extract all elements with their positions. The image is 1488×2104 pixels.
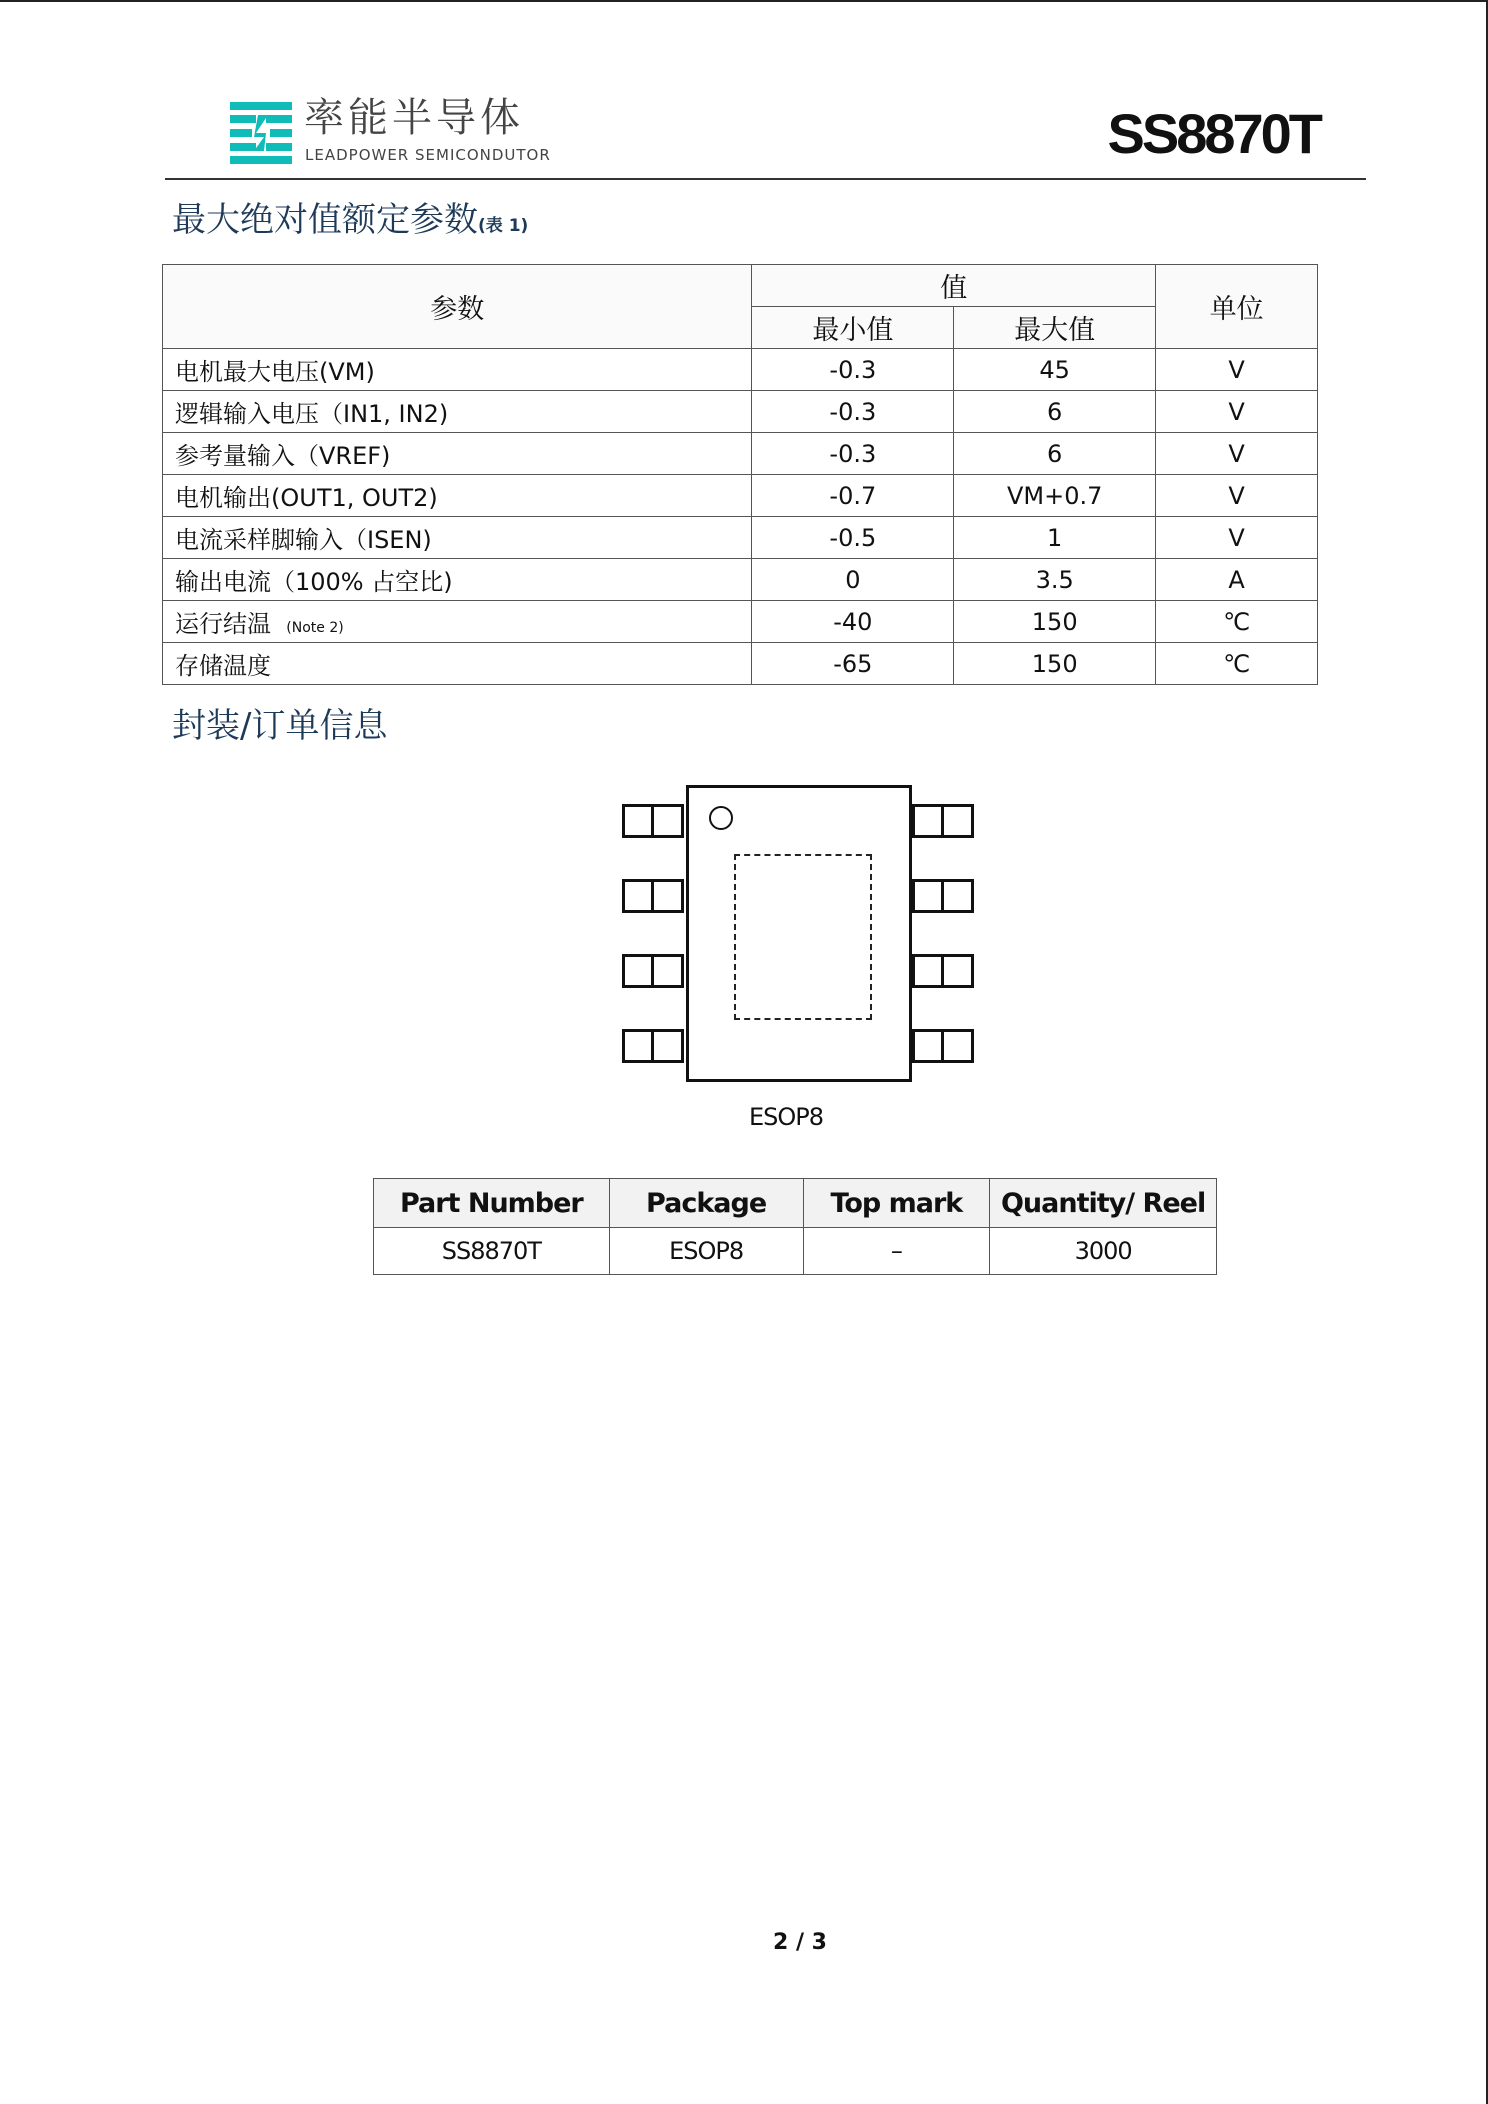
header-divider: [165, 178, 1366, 180]
header-min: 最小值: [752, 307, 954, 349]
param-text: 输出电流（100% 占空比): [175, 568, 453, 596]
unit-cell: V: [1156, 475, 1318, 517]
max-cell: 45: [954, 349, 1156, 391]
min-cell: -0.7: [752, 475, 954, 517]
pin: [622, 879, 684, 913]
unit-cell: ℃: [1156, 643, 1318, 685]
pin: [912, 1029, 974, 1063]
page-number: 2 / 3: [773, 1930, 827, 1955]
param-cell: [163, 601, 752, 643]
package-body: [686, 785, 912, 1082]
table-row: [163, 475, 1318, 517]
header-unit: 单位: [1156, 265, 1318, 349]
param-note: (Note 2): [286, 620, 344, 636]
max-cell: 150: [954, 643, 1156, 685]
min-cell: -0.3: [752, 391, 954, 433]
max-cell: 150: [954, 601, 1156, 643]
order-cell: 3000: [990, 1228, 1217, 1275]
max-cell: VM+0.7: [954, 475, 1156, 517]
param-text: 运行结温: [175, 610, 271, 638]
section-title-absolute-ratings: [172, 198, 528, 248]
max-cell: 1: [954, 517, 1156, 559]
pin: [912, 804, 974, 838]
param-cell: [163, 349, 752, 391]
table-row: [163, 601, 1318, 643]
pin1-marker-icon: [709, 806, 733, 830]
table-row: [163, 643, 1318, 685]
param-text: 电机输出(OUT1, OUT2): [175, 484, 438, 512]
section-title-text: 最大绝对值额定参数: [172, 200, 478, 240]
pin: [622, 1029, 684, 1063]
logo-mark-icon: [230, 102, 292, 164]
table-row: [163, 349, 1318, 391]
order-header: Top mark: [803, 1179, 990, 1228]
header-max: 最大值: [954, 307, 1156, 349]
order-cell: SS8870T: [374, 1228, 610, 1275]
min-cell: -0.3: [752, 349, 954, 391]
table-row: [374, 1228, 1217, 1275]
order-header: Quantity/ Reel: [990, 1179, 1217, 1228]
unit-cell: A: [1156, 559, 1318, 601]
pin: [912, 954, 974, 988]
table-row: [163, 433, 1318, 475]
exposed-pad: [734, 854, 872, 1020]
max-cell: 3.5: [954, 559, 1156, 601]
table-ref: (表 1): [478, 216, 529, 236]
pin: [912, 879, 974, 913]
min-cell: 0: [752, 559, 954, 601]
param-cell: [163, 391, 752, 433]
logo-english-name: LEADPOWER SEMICONDUTOR: [305, 146, 551, 164]
table-row: [163, 517, 1318, 559]
logo-chinese-name: 率能半导体: [304, 95, 524, 141]
table-row: [163, 391, 1318, 433]
param-text: 存储温度: [175, 652, 271, 680]
package-label: ESOP8: [748, 1103, 824, 1131]
max-cell: 6: [954, 391, 1156, 433]
min-cell: -0.3: [752, 433, 954, 475]
min-cell: -40: [752, 601, 954, 643]
part-number-title: SS8870T: [1107, 102, 1320, 165]
param-text: 参考量输入（VREF): [175, 442, 391, 470]
param-cell: [163, 643, 752, 685]
param-cell: [163, 559, 752, 601]
absolute-ratings-table: [162, 264, 1318, 685]
param-text: 电流采样脚输入（ISEN): [175, 526, 432, 554]
unit-cell: ℃: [1156, 601, 1318, 643]
section-title-package: 封装/订单信息: [172, 706, 388, 746]
order-cell: ESOP8: [609, 1228, 803, 1275]
param-cell: [163, 517, 752, 559]
param-text: 逻辑输入电压（IN1, IN2): [175, 400, 449, 428]
pin: [622, 804, 684, 838]
header-value: 值: [752, 265, 1156, 307]
unit-cell: V: [1156, 349, 1318, 391]
order-cell: –: [803, 1228, 990, 1275]
order-info-table: [373, 1178, 1217, 1275]
unit-cell: V: [1156, 433, 1318, 475]
header-param: 参数: [163, 265, 752, 349]
order-header: Package: [609, 1179, 803, 1228]
min-cell: -65: [752, 643, 954, 685]
unit-cell: V: [1156, 391, 1318, 433]
order-header: Part Number: [374, 1179, 610, 1228]
table-row: [163, 559, 1318, 601]
max-cell: 6: [954, 433, 1156, 475]
param-cell: [163, 433, 752, 475]
min-cell: -0.5: [752, 517, 954, 559]
pin: [622, 954, 684, 988]
unit-cell: V: [1156, 517, 1318, 559]
param-text: 电机最大电压(VM): [175, 358, 375, 386]
param-cell: [163, 475, 752, 517]
